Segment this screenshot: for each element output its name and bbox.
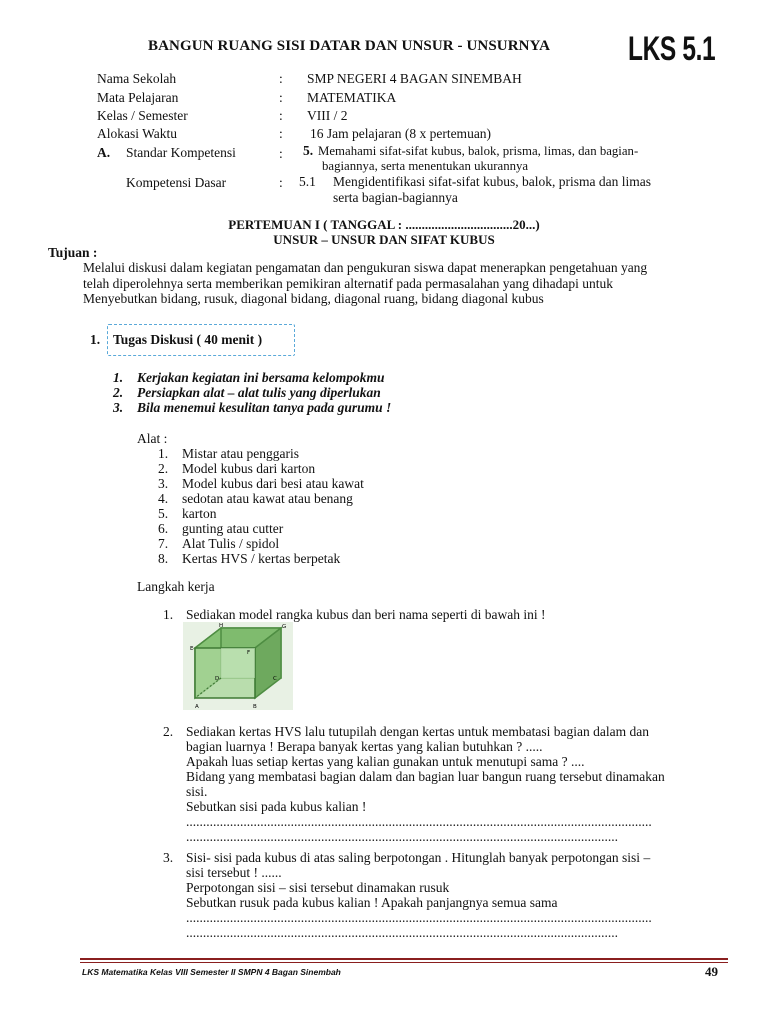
step-number: 2. [163, 724, 174, 739]
cube-label-g: G [282, 624, 287, 630]
step-text: Sediakan kertas HVS lalu tutupilah dengan kertas untuk membatasi bagian dalam dan [186, 724, 650, 739]
instruction-number: 1. [113, 370, 124, 385]
step-text: Sisi- sisi pada kubus di atas saling berpotongan . Hitunglah banyak perpotongan sisi – [186, 850, 651, 865]
cube-label-c: C [273, 676, 277, 682]
answer-line: ................................................................................................................................ [186, 925, 618, 940]
instruction-text: Persiapkan alat – alat tulis yang diperlukan [137, 385, 381, 400]
colon: : [279, 71, 283, 86]
colon: : [279, 108, 283, 123]
step-text: Perpotongan sisi – sisi tersebut dinamakan rusuk [186, 880, 450, 895]
footer-rule [80, 962, 728, 963]
cube-label-b: B [253, 704, 257, 710]
alat-item: Kertas HVS / kertas berpetak [182, 551, 341, 566]
value-school: SMP NEGERI 4 BAGAN SINEMBAH [307, 71, 522, 86]
alat-item-number: 8. [158, 551, 169, 566]
cube-figure [183, 622, 293, 710]
alat-item-number: 2. [158, 461, 169, 476]
footer-rule [80, 958, 728, 960]
step-text: Sebutkan sisi pada kubus kalian ! [186, 799, 367, 814]
answer-line: ................................................................................................................................ [186, 829, 618, 844]
alat-item-number: 1. [158, 446, 169, 461]
tujuan-heading: Tujuan : [48, 245, 98, 260]
step-text: Sebutkan rusuk pada kubus kalian ! Apakah panjangnya semua sama [186, 895, 558, 910]
step-number: 1. [163, 607, 174, 622]
label-subject: Mata Pelajaran [97, 90, 179, 105]
answer-line: .......................................................................................................................................... [186, 910, 652, 925]
tugas-label: Tugas Diskusi ( 40 menit ) [113, 332, 263, 347]
tujuan-line3: Menyebutkan bidang, rusuk, diagonal bidang, diagonal ruang, bidang diagonal kubus [83, 291, 544, 306]
step-text: Sediakan model rangka kubus dan beri nama seperti di bawah ini ! [186, 607, 546, 622]
instruction-number: 2. [113, 385, 124, 400]
cube-label-a: A [195, 704, 199, 710]
kd-line2: serta bagian-bagiannya [333, 190, 458, 205]
alat-item: karton [182, 506, 217, 521]
step-number: 3. [163, 850, 174, 865]
standar-line2: bagiannya, serta menentukan ukurannya [322, 159, 529, 173]
instruction-text: Kerjakan kegiatan ini bersama kelompokmu [137, 370, 385, 385]
colon: : [279, 146, 283, 161]
kd-label: Kompetensi Dasar [126, 175, 227, 190]
standar-label: Standar Kompetensi [126, 145, 236, 160]
meeting-subheading: UNSUR – UNSUR DAN SIFAT KUBUS [273, 232, 495, 247]
value-class: VIII / 2 [307, 108, 348, 123]
step-text: Bidang yang membatasi bagian dalam dan bagian luar bangun ruang tersebut dinamakan [186, 769, 665, 784]
instruction-number: 3. [113, 400, 124, 415]
cube-label-e: E [190, 646, 194, 652]
langkah-heading: Langkah kerja [137, 579, 215, 594]
cube-label-h: H [219, 623, 224, 629]
alat-item: Model kubus dari besi atau kawat [182, 476, 364, 491]
alat-item: Mistar atau penggaris [182, 446, 299, 461]
alat-item: gunting atau cutter [182, 521, 284, 536]
step-text: sisi. [186, 784, 208, 799]
instruction-text: Bila menemui kesulitan tanya pada gurumu ! [137, 400, 392, 415]
step-text: sisi tersebut ! ...... [186, 865, 282, 880]
step-text: bagian luarnya ! Berapa banyak kertas yang kalian butuhkan ? ..... [186, 739, 543, 754]
alat-heading: Alat : [137, 431, 168, 446]
alat-item-number: 4. [158, 491, 169, 506]
label-school: Nama Sekolah [97, 71, 177, 86]
kd-number: 5.1 [299, 174, 316, 189]
colon: : [279, 90, 283, 105]
label-class: Kelas / Semester [97, 108, 188, 123]
standar-number: 5. [303, 143, 314, 158]
alat-item: sedotan atau kawat atau benang [182, 491, 353, 506]
alat-item: Model kubus dari karton [182, 461, 316, 476]
page-title: BANGUN RUANG SISI DATAR DAN UNSUR - UNSURNYA [148, 38, 551, 54]
value-time: 16 Jam pelajaran (8 x pertemuan) [310, 126, 492, 141]
answer-line: .......................................................................................................................................... [186, 814, 652, 829]
tujuan-line2: telah diperolehnya serta memberikan pemikiran alternatif pada permasalahan yang dihadapi untuk [83, 276, 614, 291]
alat-item-number: 6. [158, 521, 169, 536]
alat-item-number: 3. [158, 476, 169, 491]
tugas-number: 1. [90, 332, 101, 347]
colon: : [279, 126, 283, 141]
tujuan-line1: Melalui diskusi dalam kegiatan pengamatan dan pengukuran siswa dapat menerapkan pengetahuan yang [83, 260, 648, 275]
page-number: 49 [705, 964, 718, 979]
label-time: Alokasi Waktu [97, 126, 178, 141]
standar-prefix: A. [97, 145, 111, 160]
value-subject: MATEMATIKA [307, 90, 397, 105]
cube-label-f: F [247, 650, 251, 656]
alat-item-number: 7. [158, 536, 169, 551]
footer-text: LKS Matematika Kelas VIII Semester II SMPN 4 Bagan Sinembah [82, 967, 341, 977]
step-text: Apakah luas setiap kertas yang kalian gunakan untuk menutupi sama ? .... [186, 754, 585, 769]
colon: : [279, 175, 283, 190]
lks-badge: LKS 5.1 [628, 30, 716, 68]
meeting-heading: PERTEMUAN I ( TANGGAL : .................................20...) [228, 217, 540, 232]
cube-label-d: D [215, 676, 220, 682]
standar-line1: Memahami sifat-sifat kubus, balok, prisma, limas, dan bagian- [318, 144, 639, 158]
kd-line1: Mengidentifikasi sifat-sifat kubus, balok, prisma dan limas [333, 174, 651, 189]
alat-item: Alat Tulis / spidol [182, 536, 280, 551]
alat-item-number: 5. [158, 506, 169, 521]
